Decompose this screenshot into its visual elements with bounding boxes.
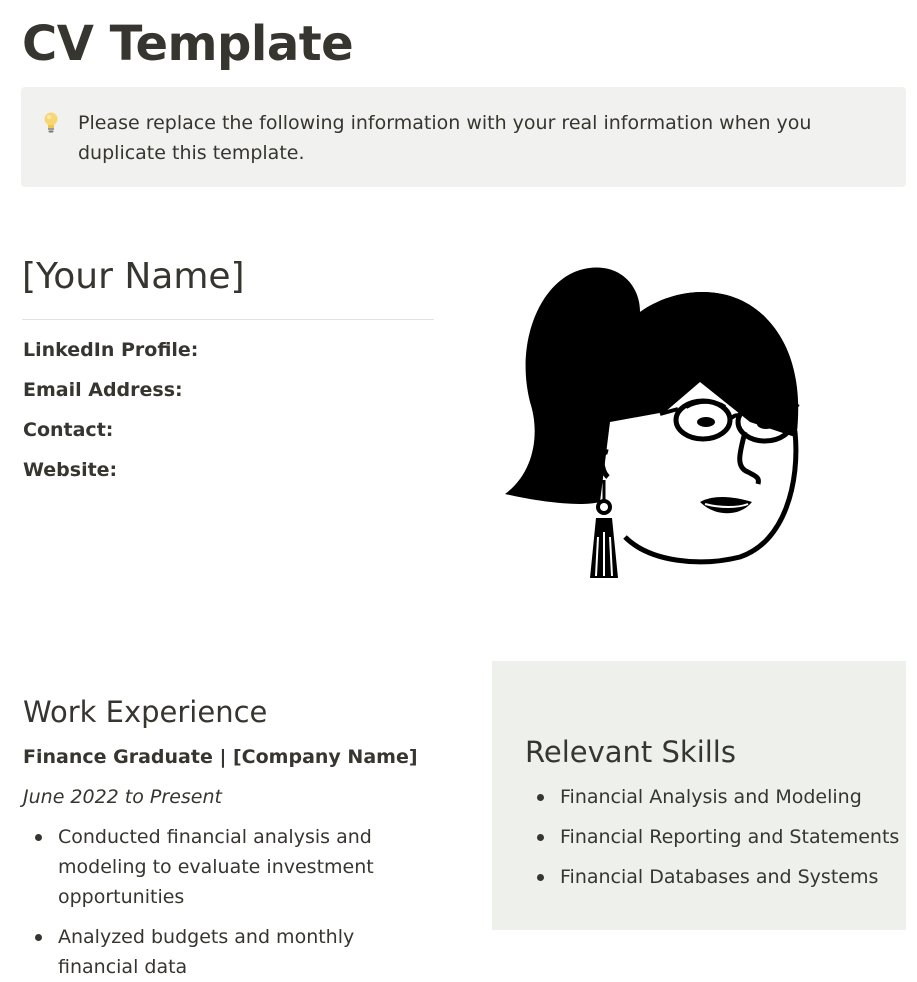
portrait-illustration-icon bbox=[500, 262, 810, 592]
list-item: Financial Databases and Systems bbox=[525, 862, 905, 892]
skills-panel bbox=[492, 661, 906, 930]
list-item: Financial Analysis and Modeling bbox=[525, 782, 905, 812]
list-item: Analyzed budgets and monthly financial data bbox=[23, 922, 403, 982]
job-title: Finance Graduate | [Company Name] bbox=[23, 746, 418, 768]
skills-heading: Relevant Skills bbox=[525, 735, 736, 769]
contact-website: Website: bbox=[23, 459, 118, 481]
page-title: CV Template bbox=[22, 16, 354, 72]
info-callout bbox=[21, 87, 906, 187]
job-dates: June 2022 to Present bbox=[23, 786, 222, 808]
contact-phone: Contact: bbox=[23, 419, 114, 441]
name-heading: [Your Name] bbox=[22, 256, 245, 297]
skills-bullet-list bbox=[525, 782, 905, 902]
work-experience-heading: Work Experience bbox=[23, 695, 268, 729]
work-bullet-list bbox=[23, 822, 403, 982]
callout-text: Please replace the following information with your real information when you duplicate this template. bbox=[78, 112, 812, 164]
divider bbox=[22, 319, 434, 320]
contact-linkedin: LinkedIn Profile: bbox=[23, 339, 199, 361]
list-item: Financial Reporting and Statements bbox=[525, 822, 905, 852]
contact-email: Email Address: bbox=[23, 379, 183, 401]
list-item: Conducted financial analysis and modeling to evaluate investment opportunities bbox=[23, 822, 403, 912]
lightbulb-icon bbox=[40, 110, 62, 136]
